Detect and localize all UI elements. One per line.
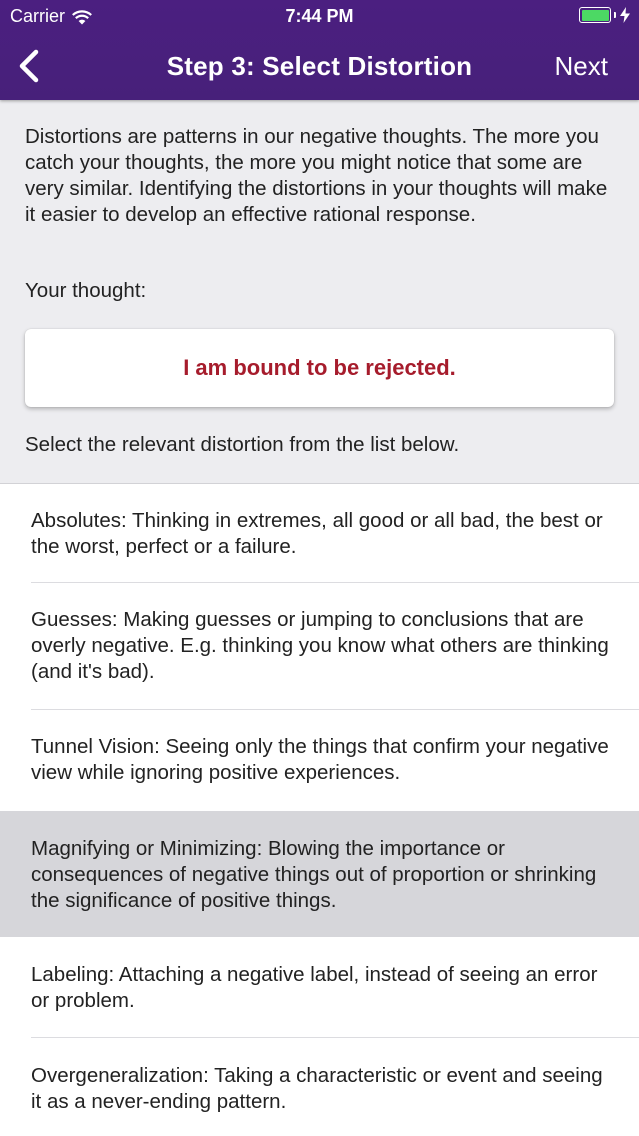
distortion-text: Guesses: Making guesses or jumping to conclusions that are overly negative. E.g. thinking you know what others are thinking (and it's bad). xyxy=(31,608,609,683)
thought-text: I am bound to be rejected. xyxy=(183,355,456,380)
distortion-text: Tunnel Vision: Seeing only the things that confirm your negative view while ignoring positive experiences. xyxy=(31,735,609,784)
status-bar xyxy=(0,0,639,34)
battery-tip xyxy=(614,12,616,18)
next-button[interactable]: Next xyxy=(554,51,608,81)
battery-icon xyxy=(579,7,611,23)
distortion-item-absolutes[interactable] xyxy=(0,485,639,583)
distortion-text: Overgeneralization: Taking a characteristic or event and seeing it as a never-ending pattern. xyxy=(31,1064,603,1113)
header xyxy=(0,0,639,100)
instruction-text: Select the relevant distortion from the list below. xyxy=(25,433,460,456)
carrier-name: Carrier xyxy=(10,6,66,26)
distortion-text: Magnifying or Minimizing: Blowing the importance or consequences of negative things out of proportion or shrinking the significance of positive things. xyxy=(31,837,597,912)
distortion-list xyxy=(0,485,639,1136)
page-title: Step 3: Select Distortion xyxy=(166,51,473,81)
distortion-item-magnifying-minimizing[interactable] xyxy=(0,811,639,937)
distortion-text: Absolutes: Thinking in extremes, all good or all bad, the best or the worst, perfect or a failure. xyxy=(31,509,603,558)
distortion-item-tunnel-vision[interactable] xyxy=(0,710,639,811)
distortion-item-labeling[interactable] xyxy=(0,937,639,1038)
distortion-item-guesses[interactable] xyxy=(0,583,639,710)
charging-bolt-icon xyxy=(619,7,631,23)
thought-card xyxy=(25,329,614,407)
distortion-text: Labeling: Attaching a negative label, instead of seeing an error or problem. xyxy=(31,963,598,1012)
intro-section xyxy=(0,100,639,484)
navigation-bar xyxy=(0,34,639,100)
battery-indicator xyxy=(579,7,631,23)
distortion-item-overgeneralization[interactable] xyxy=(0,1038,639,1136)
battery-fill xyxy=(582,10,609,21)
intro-description: Distortions are patterns in our negative thoughts. The more you catch your thoughts, the more you might notice that some are very similar. Identifying the distortions in your thoughts will make it easier to develop an effective rational response. xyxy=(25,125,608,226)
thought-label: Your thought: xyxy=(25,279,147,302)
status-time: 7:44 PM xyxy=(285,6,354,26)
